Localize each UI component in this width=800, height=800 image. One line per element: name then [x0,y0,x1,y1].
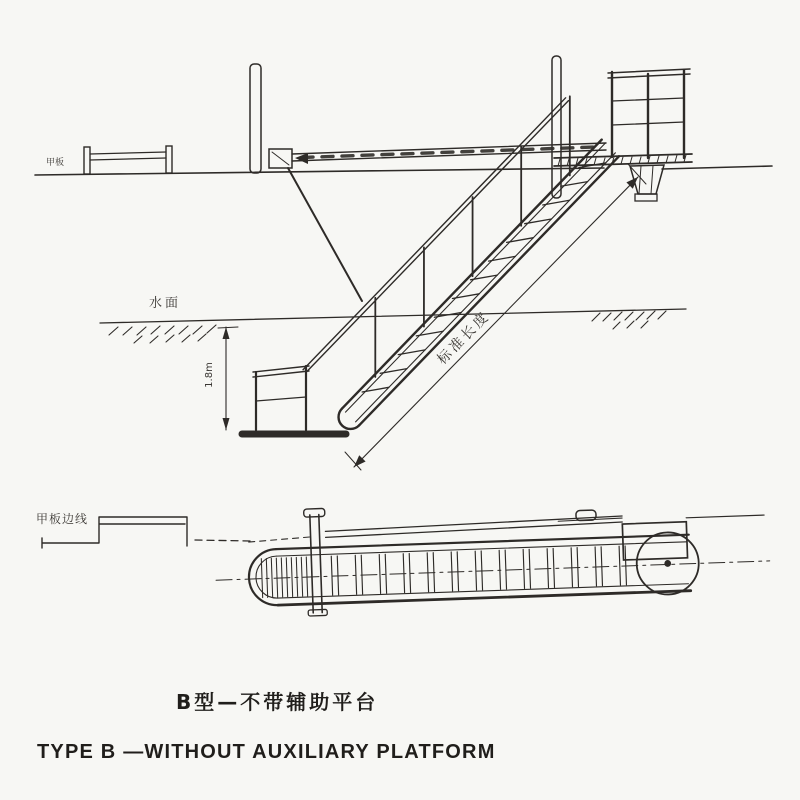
water-line [100,309,686,323]
label-water-depth: 1.8m [203,362,215,388]
ladder-handrail [303,98,568,373]
bowsing-stay [288,168,362,301]
gangway-stanchion-post [250,64,261,173]
deck-fitting-left [84,146,172,174]
hinge-fitting [269,149,292,168]
plan-view [42,493,771,619]
dimension-1-8m [218,327,238,430]
deck-line [35,168,604,175]
plan-body-bottom [278,591,691,605]
dimension-standard-length [345,164,646,470]
caption-english: TYPE B —WITHOUT AUXILIARY PLATFORM [37,741,496,763]
platform-floor [554,154,692,166]
deck-line-right [662,166,772,169]
lower-railing-mid [256,397,306,401]
label-deck: 甲板 [46,158,65,168]
plan-ladder [214,493,771,619]
water-hatch-left [109,325,216,343]
elevation-view [35,56,772,470]
accommodation-ladder [294,95,625,434]
label-water-surface: 水面 [149,296,182,311]
ladder-foot-cap [334,409,360,434]
label-deck-edge-line: 甲板边线 [36,512,89,526]
stringer-outer [342,140,619,426]
handrail-dashed [249,537,311,542]
caption-chinese: B型—不带辅助平台 [176,690,379,714]
label-standard-length: 标准长度 [434,308,494,368]
platform-stub-line [686,515,764,518]
stringer-inner [345,143,615,422]
water-hatch-right [592,311,666,329]
plan-platform [622,522,687,560]
lower-railing-top [253,366,309,377]
upper-platform [554,69,692,201]
plan-post [304,508,329,616]
lower-platform [242,366,346,434]
water-line-group [100,309,686,343]
railing-posts [612,70,684,158]
turntable-center [664,560,671,567]
head-post [552,56,561,198]
plan-centerline [216,561,770,580]
